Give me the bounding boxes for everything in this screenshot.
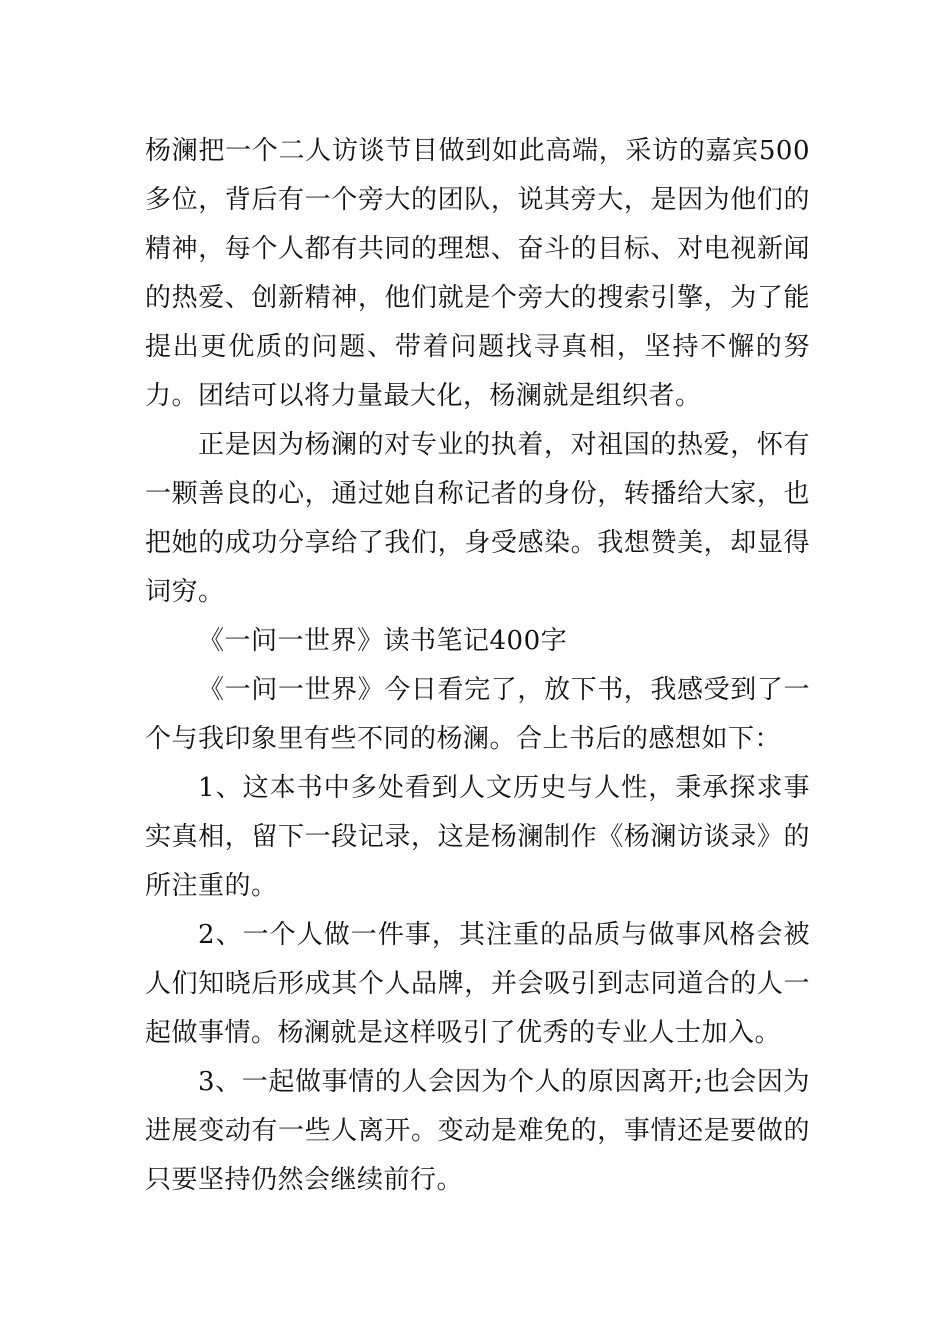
list-item-2: 2、一个人做一件事，其注重的品质与做事风格会被人们知晓后形成其个人品牌，并会吸引到志同道合的人一起做事情。杨澜就是这样吸引了优秀的专业人士加入。: [145, 920, 810, 1048]
paragraph-intro: 《一问一世界》今日看完了，放下书，我感受到了一个与我印象里有些不同的杨澜。合上书后的感想如下：: [145, 675, 810, 754]
paragraph-team: 杨澜把一个二人访谈节目做到如此高端，采访的嘉宾500多位，背后有一个旁大的团队，说其旁大，是因为他们的精神，每个人都有共同的理想、奋斗的目标、对电视新闻的热爱、创新精神，他们就是个旁大的搜索引擎，为了能提出更优质的问题、带着问题找寻真相，坚持不懈的努力。团结可以将力量最大化，杨澜就是组织者。: [145, 136, 810, 411]
document-body: [145, 127, 810, 1205]
list-item-3: 3、一起做事情的人会因为个人的原因离开;也会因为进展变动有一些人离开。变动是难免的，事情还是要做的只要坚持仍然会继续前行。: [145, 1067, 810, 1195]
paragraph-admiration: 正是因为杨澜的对专业的执着，对祖国的热爱，怀有一颗善良的心，通过她自称记者的身份，转播给大家，也把她的成功分享给了我们，身受感染。我想赞美，却显得词穷。: [145, 430, 810, 607]
section-heading: 《一问一世界》读书笔记400字: [198, 626, 568, 656]
list-item-1: 1、这本书中多处看到人文历史与人性，秉承探求事实真相，留下一段记录，这是杨澜制作《杨澜访谈录》的所注重的。: [145, 773, 810, 901]
